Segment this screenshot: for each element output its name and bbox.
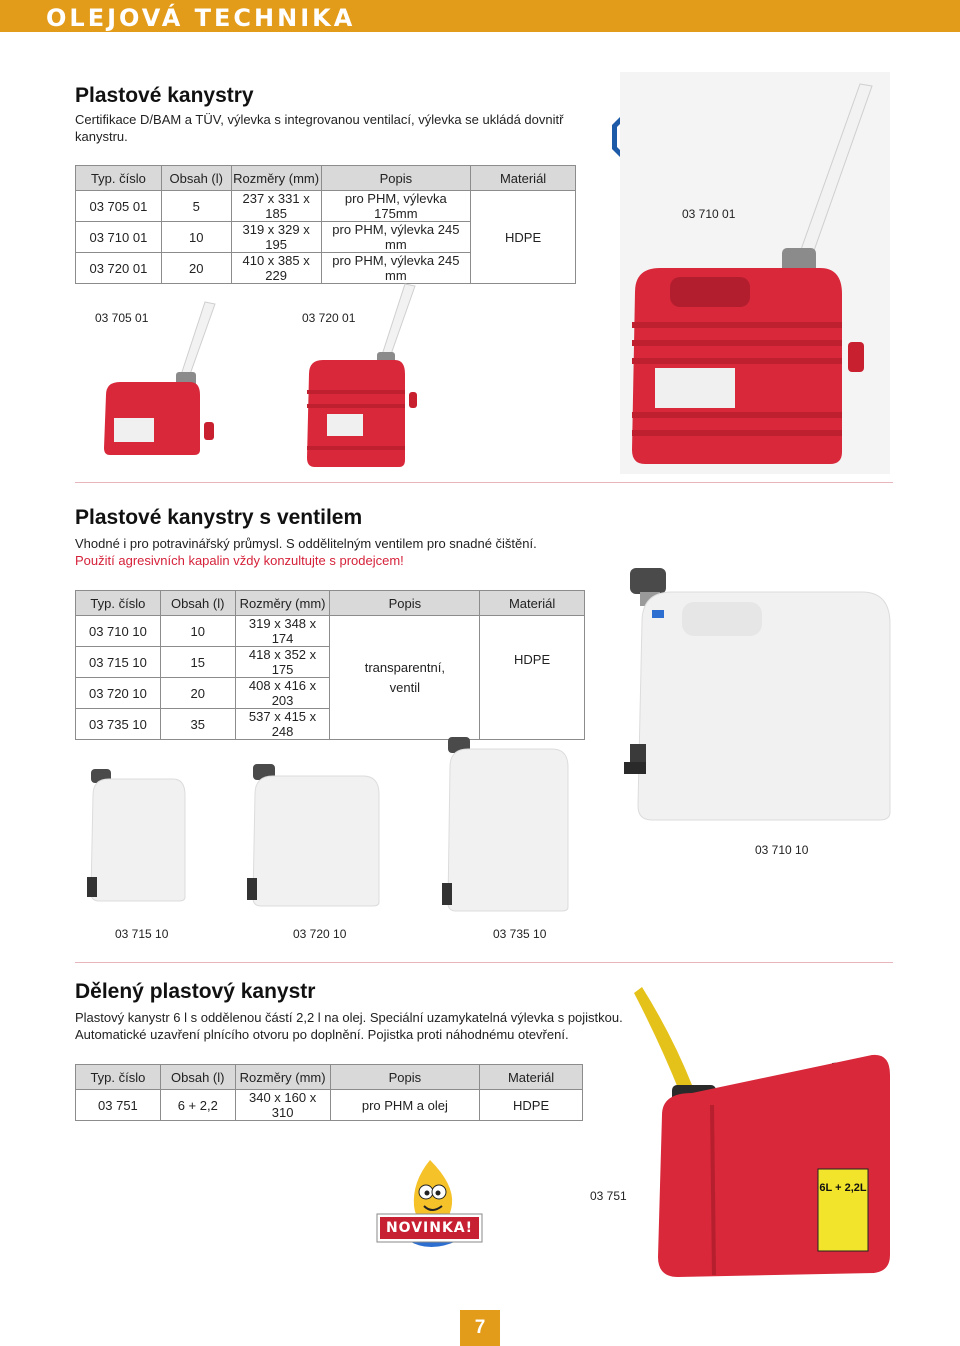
table-header: Materiál — [480, 591, 585, 616]
cell-part-number: 03 751 — [76, 1090, 161, 1121]
white-canister-20l-image — [245, 760, 385, 910]
cell-volume: 20 — [161, 253, 231, 284]
table-header: Rozměry (mm) — [235, 591, 330, 616]
cell-dimensions: 237 x 331 x 185 — [231, 191, 321, 222]
cell-part-number: 03 715 10 — [76, 647, 161, 678]
section2-description: Vhodné i pro potravinářský průmysl. S oddělitelným ventilem pro snadné čištění. — [75, 536, 537, 551]
caption-white-canister-15l: 03 715 10 — [115, 927, 169, 941]
red-combo-canister-image — [632, 985, 894, 1285]
white-canister-10l-image — [622, 562, 894, 824]
caption-combo-canister: 03 751 — [590, 1189, 627, 1203]
table-header: Typ. číslo — [76, 166, 162, 191]
table-header: Obsah (l) — [161, 166, 231, 191]
table-header: Typ. číslo — [76, 591, 161, 616]
novinka-label: NOVINKA! — [385, 1220, 474, 1236]
cell-part-number: 03 710 01 — [76, 222, 162, 253]
cell-description: pro PHM a olej — [330, 1090, 480, 1121]
caption-small-canister-5l: 03 705 01 — [95, 311, 149, 325]
cell-part-number: 03 735 10 — [76, 709, 161, 740]
table-header: Rozměry (mm) — [235, 1065, 330, 1090]
cell-description-line1: transparentní, — [364, 659, 445, 675]
table-row — [76, 191, 576, 222]
cell-dimensions: 408 x 416 x 203 — [235, 678, 330, 709]
caption-white-canister-35l: 03 735 10 — [493, 927, 547, 941]
cell-material: HDPE — [480, 1090, 583, 1121]
caption-white-canister-20l: 03 720 10 — [293, 927, 347, 941]
red-canister-20l-image — [305, 282, 420, 472]
cell-dimensions: 410 x 385 x 229 — [231, 253, 321, 284]
table-header: Materiál — [471, 166, 576, 191]
table-header: Popis — [330, 1065, 480, 1090]
white-canister-15l-image — [85, 765, 190, 905]
table-header: Obsah (l) — [160, 1065, 235, 1090]
cell-material: HDPE — [480, 616, 585, 740]
page-number: 7 — [460, 1310, 500, 1346]
table-header: Popis — [330, 591, 480, 616]
cell-volume: 20 — [160, 678, 235, 709]
caption-big-white-canister: 03 710 10 — [755, 843, 809, 857]
novinka-badge — [372, 1158, 487, 1250]
cell-dimensions: 418 x 352 x 175 — [235, 647, 330, 678]
cell-volume: 5 — [161, 191, 231, 222]
caption-big-canister: 03 710 01 — [682, 207, 736, 221]
section3-description-line1: Plastový kanystr 6 l s oddělenou částí 2,2 l na olej. Speciální uzamykatelná výlevka s pojistkou. — [75, 1010, 623, 1025]
svg-text:6L + 2,2L: 6L + 2,2L — [819, 1182, 867, 1194]
cell-description: pro PHM, výlevka 245 mm — [321, 253, 471, 284]
cell-dimensions: 319 x 348 x 174 — [235, 616, 330, 647]
section-divider — [75, 482, 893, 483]
section-divider — [75, 962, 893, 963]
cell-dimensions: 537 x 415 x 248 — [235, 709, 330, 740]
section3-description-line2: Automatické uzavření plnícího otvoru po doplnění. Pojistka proti náhodnému otevření. — [75, 1027, 569, 1042]
section2-title: Plastové kanystry s ventilem — [75, 506, 363, 529]
table-row — [76, 1090, 583, 1121]
cell-description: pro PHM, výlevka 245 mm — [321, 222, 471, 253]
cell-part-number: 03 720 01 — [76, 253, 162, 284]
cell-volume: 15 — [160, 647, 235, 678]
cell-volume: 10 — [161, 222, 231, 253]
page-header-title: OLEJOVÁ TECHNIKA — [46, 4, 356, 32]
section1-spec-table — [75, 165, 576, 284]
cell-material: HDPE — [471, 191, 576, 284]
cell-part-number: 03 710 10 — [76, 616, 161, 647]
cell-description: pro PHM, výlevka 175mm — [321, 191, 471, 222]
section3-spec-table — [75, 1064, 583, 1121]
cell-volume: 10 — [160, 616, 235, 647]
cell-volume: 35 — [160, 709, 235, 740]
cell-volume: 6 + 2,2 — [160, 1090, 235, 1121]
cell-part-number: 03 705 01 — [76, 191, 162, 222]
section3-title: Dělený plastový kanystr — [75, 980, 316, 1003]
red-canister-5l-image — [100, 300, 220, 460]
table-header: Obsah (l) — [160, 591, 235, 616]
section1-title: Plastové kanystry — [75, 84, 254, 107]
white-canister-35l-image — [440, 735, 572, 915]
table-header: Materiál — [480, 1065, 583, 1090]
cell-part-number: 03 720 10 — [76, 678, 161, 709]
table-header: Typ. číslo — [76, 1065, 161, 1090]
cell-dimensions: 319 x 329 x 195 — [231, 222, 321, 253]
cell-description-line2: ventil — [389, 679, 420, 695]
table-header: Popis — [321, 166, 471, 191]
table-row — [76, 616, 585, 647]
table-header: Rozměry (mm) — [231, 166, 321, 191]
section2-spec-table — [75, 590, 585, 740]
section2-warning: Použití agresivních kapalin vždy konzultujte s prodejcem! — [75, 553, 404, 568]
section1-description: Certifikace D/BAM a TÜV, výlevka s integrovanou ventilací, výlevka se ukládá dovnitř kanystru. — [75, 112, 564, 144]
red-canister-10l-image — [620, 72, 890, 474]
caption-small-canister-20l: 03 720 01 — [302, 311, 356, 325]
cell-dimensions: 340 x 160 x 310 — [235, 1090, 330, 1121]
cell-description — [330, 616, 480, 740]
